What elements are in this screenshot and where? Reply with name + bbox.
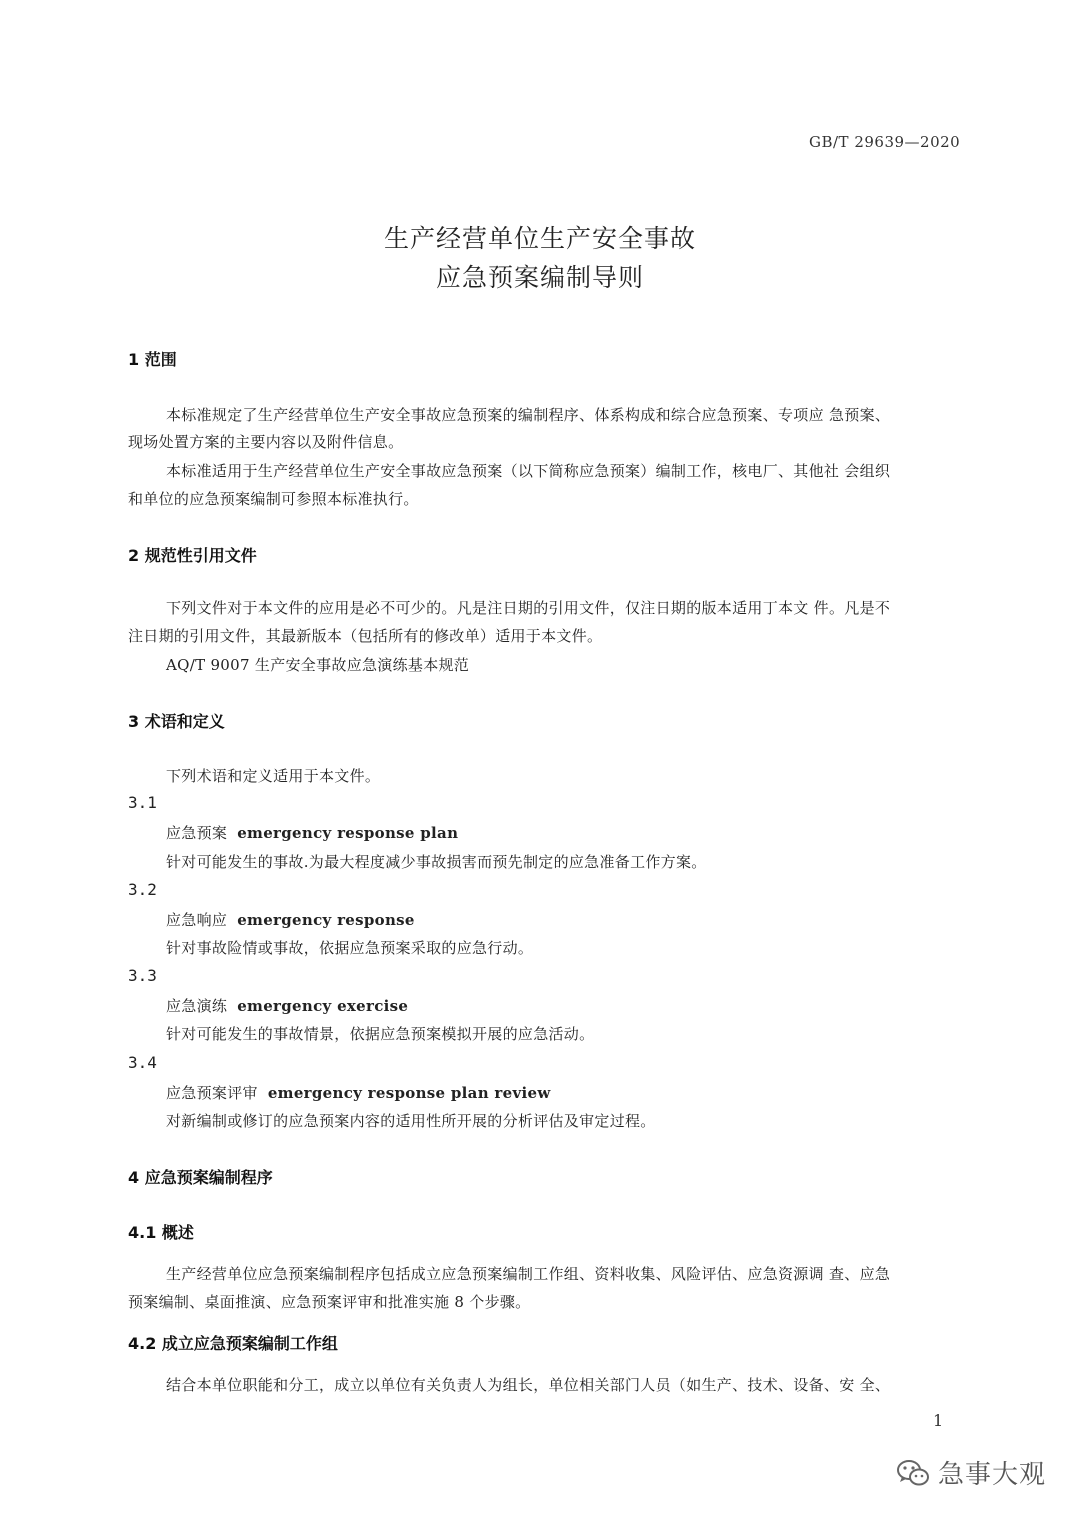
section-4-heading: 4 应急预案编制程序 xyxy=(128,1168,273,1187)
term-en: emergency response plan review xyxy=(267,1084,551,1102)
term-number: 3.1 xyxy=(128,793,157,812)
term-en: emergency response xyxy=(237,911,415,929)
term-title xyxy=(166,822,458,843)
term-en: emergency response plan xyxy=(237,824,459,842)
term-en: emergency exercise xyxy=(237,997,409,1015)
section-1-para1-line2: 现场处置方案的主要内容以及附件信息。 xyxy=(128,433,404,451)
wechat-icon xyxy=(896,1458,930,1488)
section-4-2-line1: 结合本单位职能和分工，成立以单位有关负责人为组长，单位相关部门人员（如生产、技术、设备、安 全、 xyxy=(166,1376,891,1394)
document-title-line1: 生产经营单位生产安全事故 xyxy=(383,224,696,253)
document-title-line2: 应急预案编制导则 xyxy=(435,263,644,292)
section-2-para1-line1: 下列文件对于本文件的应用是必不可少的。凡是注日期的引用文件，仅注日期的版本适用丁本文 件。凡是不 xyxy=(166,599,891,617)
term-zh: 应急预案 xyxy=(166,824,228,842)
section-1-heading: 1 范围 xyxy=(128,350,177,369)
term-title xyxy=(166,1082,551,1103)
section-4-1-heading: 4.1 概述 xyxy=(128,1223,194,1242)
watermark xyxy=(896,1454,1046,1491)
term-zh: 应急响应 xyxy=(166,911,228,929)
term-zh: 应急演练 xyxy=(166,997,228,1015)
section-3-heading: 3 术语和定义 xyxy=(128,712,225,731)
term-definition: 针对可能发生的事故情景，依据应急预案模拟开展的应急活动。 xyxy=(166,1025,595,1043)
section-4-1-line1: 生产经营单位应急预案编制程序包括成立应急预案编制工作组、资料收集、风险评估、应急资源调 查、应急 xyxy=(166,1265,891,1283)
watermark-text: 急事大观 xyxy=(938,1460,1047,1490)
term-title xyxy=(166,995,408,1016)
section-1-para2-line1: 本标准适用于生产经营单位生产安全事故应急预案（以下简称应急预案）编制工作，核电厂、其他社 会组织 xyxy=(166,462,891,480)
standard-number: GB/T 29639—2020 xyxy=(809,133,961,151)
section-4-1-line2: 预案编制、桌面推演、应急预案评审和批准实施 8 个步骤。 xyxy=(128,1293,531,1311)
term-title xyxy=(166,909,415,930)
term-definition: 针对事故险情或事故，依据应急预案采取的应急行动。 xyxy=(166,939,534,957)
term-zh: 应急预案评审 xyxy=(166,1084,258,1102)
page-number: 1 xyxy=(933,1411,944,1430)
section-2-para1-line2: 注日期的引用文件，其最新版本（包括所有的修改单）适用于本文件。 xyxy=(128,627,603,645)
section-1-para2-line2: 和单位的应急预案编制可参照本标准执行。 xyxy=(128,490,419,508)
term-definition: 对新编制或修订的应急预案内容的适用性所开展的分析评估及审定过程。 xyxy=(166,1112,656,1130)
term-definition: 针对可能发生的事故.为最大程度减少事故损害而预先制定的应急准备工作方案。 xyxy=(166,853,707,871)
section-1-para1-line1: 本标准规定了生产经营单位生产安全事故应急预案的编制程序、体系构成和综合应急预案、专项应 急预案、 xyxy=(166,406,891,424)
term-number: 3.2 xyxy=(128,880,157,899)
section-3-intro: 下列术语和定义适用于本文件。 xyxy=(166,767,381,785)
section-2-heading: 2 规范性引用文件 xyxy=(128,546,257,565)
section-4-2-heading: 4.2 成立应急预案编制工作组 xyxy=(128,1334,338,1353)
section-2-reference: AQ/T 9007 生产安全事故应急演练基本规范 xyxy=(166,656,470,674)
term-number: 3.3 xyxy=(128,966,157,985)
term-number: 3.4 xyxy=(128,1053,157,1072)
